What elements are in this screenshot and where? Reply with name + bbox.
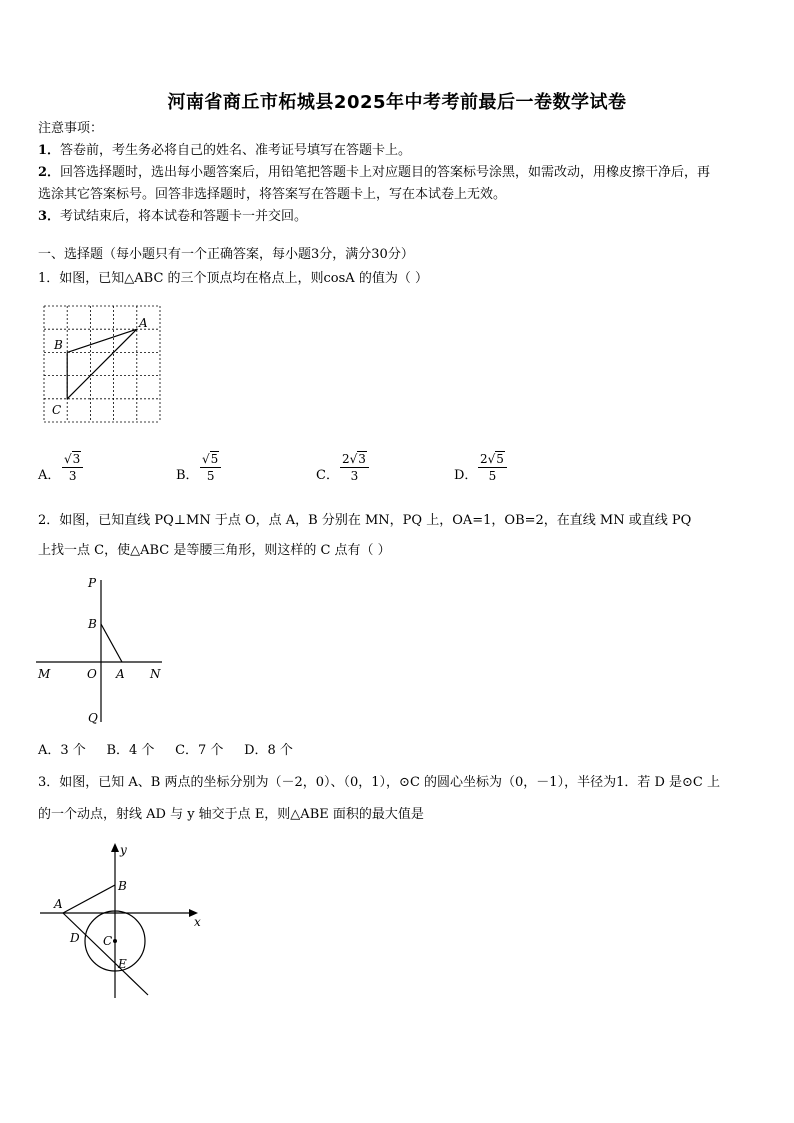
label-a: A [54, 897, 63, 911]
label-c: C [103, 934, 113, 948]
label-b: B [54, 338, 63, 352]
label-a: A [139, 316, 148, 330]
segment-ab [101, 624, 122, 662]
label-m: M [38, 667, 51, 681]
center-point-c [113, 939, 117, 943]
label-q: Q [88, 711, 98, 725]
q1-option-c-fraction[interactable]: $\frac{2√3}{3}$ [340, 452, 369, 483]
q1-option-d-letter[interactable]: D． [454, 468, 478, 483]
q2-stem-line1: 2．如图，已知直线 PQ⊥MN 于点 O，点 A，B 分别在 MN，PQ 上，OA=1，OB=2，在直线 MN 或直线 PQ [38, 513, 692, 528]
q1-grid-figure [38, 300, 168, 430]
q1-option-b-letter[interactable]: B． [176, 468, 199, 483]
label-y: y [120, 843, 127, 857]
q1-option-a-fraction[interactable]: $\frac{√3}{3}$ [62, 452, 83, 483]
q1-option-d-fraction[interactable]: $\frac{2√5}{5}$ [478, 452, 507, 483]
label-a: A [116, 667, 125, 681]
label-c: C [52, 403, 62, 417]
label-b: B [118, 879, 127, 893]
q3-stem-line1: 3．如图，已知 A、B 两点的坐标分别为（－2，0）、（0，1），⊙C 的圆心坐标为（0，－1），半径为1．若 D 是⊙C 上 [38, 775, 721, 790]
q2-stem-line2: 上找一点 C，使△ABC 是等腰三角形，则这样的 C 点有（ ） [38, 543, 391, 558]
q1-option-c-letter[interactable]: C． [316, 468, 339, 483]
label-p: P [88, 576, 97, 590]
q2-options[interactable]: A．3 个 B．4 个 C．7 个 D．8 个 [38, 743, 293, 758]
label-e: E [118, 957, 127, 971]
notice-item-3: 3．考试结束后，将本试卷和答题卡一并交回。 [38, 209, 308, 224]
q1-option-a-letter[interactable]: A． [38, 468, 61, 483]
triangle-abc [67, 329, 137, 399]
q1-option-b-fraction[interactable]: $\frac{√5}{5}$ [200, 452, 221, 483]
notice-heading: 注意事项： [38, 121, 104, 136]
q3-stem-line2: 的一个动点，射线 AD 与 y 轴交于点 E，则△ABE 面积的最大值是 [38, 807, 424, 822]
page-title: 河南省商丘市柘城县2025年中考考前最后一卷数学试卷 [167, 92, 627, 113]
label-o: O [87, 667, 97, 681]
q2-figure [30, 572, 175, 732]
y-axis-arrow [111, 843, 119, 852]
label-x: x [194, 915, 201, 929]
q1-stem: 1．如图，已知△ABC 的三个顶点均在格点上，则cosA 的值为（ ） [38, 271, 428, 286]
section-heading: 一、选择题（每小题只有一个正确答案，每小题3分，满分30分） [38, 247, 414, 262]
notice-item-2-cont: 选涂其它答案标号。回答非选择题时，将答案写在答题卡上，写在本试卷上无效。 [38, 187, 507, 202]
segment-ab [63, 885, 115, 913]
ray-ad [63, 913, 148, 995]
notice-item-1: 1．答卷前，考生务必将自己的姓名、准考证号填写在答题卡上。 [38, 143, 412, 158]
q3-figure [36, 838, 216, 1003]
notice-item-2: 2．回答选择题时，选出每小题答案后，用铅笔把答题卡上对应题目的答案标号涂黑，如需改动，用橡皮擦干净后，再 [38, 165, 711, 180]
label-b: B [88, 617, 97, 631]
label-d: D [70, 931, 80, 945]
label-n: N [150, 667, 161, 681]
